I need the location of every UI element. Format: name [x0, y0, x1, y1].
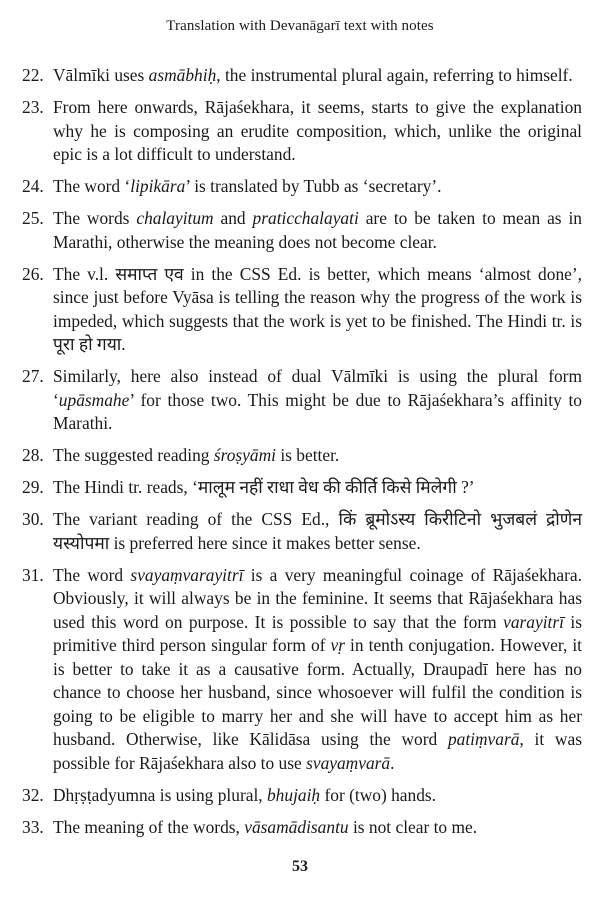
note-text-run: The word: [53, 564, 131, 585]
note-item: [22, 207, 582, 254]
note-text: [53, 97, 582, 164]
note-text-run: ’ is translated by Tubb as ‘secretary’.: [185, 176, 442, 196]
note-text-run: The meaning of the words,: [53, 816, 245, 837]
note-number: 27.: [22, 366, 44, 386]
note-text-run: ’ for those two. This might be due to Rājaśekhara’s affinity to Marathi.: [53, 389, 582, 433]
italic-term: svayaṃvarayitrī: [130, 564, 244, 585]
note-text: [53, 817, 477, 837]
note-item: [22, 816, 582, 840]
notes-list: [22, 64, 582, 848]
note-text-run: is not clear to me.: [348, 816, 478, 837]
note-text: [53, 565, 582, 773]
italic-term: bhujaiḥ: [266, 784, 321, 805]
note-text-run: The v.l. समाप्त एव in the CSS Ed. is better, which means ‘almost done’, since just before Vyāsa is telling the reason why the progress of the work is impeded, which suggests that the work is yet to be finished. The Hindi tr. is पूरा हो गया.: [53, 263, 582, 354]
note-text: [53, 445, 339, 465]
note-text-run: .: [390, 752, 395, 773]
note-text-run: in tenth conjugation. However, it is better to take it as a causative form. Actually, Draupadī here has no chance to choose her husband, since whosoever will fulfil the condition is going to be eligible to marry her and she will have to accept him as her husband. Otherwise, like Kālidāsa using the word: [53, 635, 583, 749]
note-number: 25.: [22, 208, 44, 228]
page-number: 53: [292, 858, 308, 875]
note-number: 26.: [22, 263, 44, 284]
note-text: [53, 785, 436, 805]
note-item: [22, 444, 582, 468]
note-text-run: The variant reading of the CSS Ed., किं ब्रूमोऽस्य किरीटिनो भुजबलं द्रोणेन यस्योपमा is preferred here since it makes better sense.: [53, 509, 582, 553]
note-number: 23.: [22, 97, 44, 117]
note-text: [53, 65, 573, 85]
note-text-run: The Hindi tr. reads, ‘मालूम नहीं राधा वेध की कीर्ति किसे मिलेगी ?’: [53, 477, 475, 497]
note-text-run: The words: [53, 208, 137, 228]
note-item: [22, 365, 582, 436]
italic-term: varayitrī: [503, 611, 564, 632]
note-text-run: , the instrumental plural again, referring to himself.: [216, 65, 573, 85]
note-text: [53, 264, 582, 355]
note-item: [22, 64, 582, 88]
note-text-run: are to be taken to mean as in Marathi, otherwise the meaning does not become clear.: [53, 208, 582, 252]
note-text-run: , it was possible for Rājaśekhara also to use: [53, 729, 582, 773]
note-text-run: The suggested reading: [53, 445, 214, 465]
note-text-run: From here onwards, Rājaśekhara, it seems, starts to give the explanation why he is composing an erudite composition, which, unlike the original epic is a lot difficult to understand.: [53, 97, 582, 164]
note-number: 22.: [22, 65, 44, 85]
note-text: [53, 366, 582, 433]
note-number: 30.: [22, 509, 44, 529]
italic-term: vāsamādisantu: [244, 816, 349, 837]
italic-term: asmābhiḥ: [148, 65, 217, 85]
note-text-run: is primitive third person singular form of: [53, 611, 583, 655]
note-number: 31.: [22, 564, 44, 585]
italic-term: svayaṃvarā: [306, 752, 391, 773]
note-number: 29.: [22, 477, 44, 497]
note-text: [53, 176, 441, 196]
note-item: [22, 508, 582, 555]
note-number: 32.: [22, 784, 44, 805]
italic-term: śroṣyāmi: [213, 445, 276, 465]
note-text-run: Vālmīki uses: [53, 65, 149, 85]
italic-term: praticchalayati: [252, 208, 359, 228]
note-item: [22, 263, 582, 357]
running-header: Translation with Devanāgarī text with notes: [166, 18, 434, 34]
italic-term: lipikāra: [130, 176, 186, 196]
italic-term: upāsmahe: [58, 389, 130, 410]
note-item: [22, 564, 582, 776]
note-text: [53, 477, 475, 497]
note-item: [22, 96, 582, 167]
note-text-run: for (two) hands.: [320, 784, 437, 805]
note-text-run: Similarly, here also instead of dual Vālmīki is using the plural form ‘: [53, 366, 582, 410]
note-text: [53, 208, 582, 252]
note-text-run: and: [213, 208, 253, 228]
note-text-run: is better.: [275, 445, 340, 465]
note-item: [22, 784, 582, 808]
note-number: 28.: [22, 445, 44, 465]
note-text-run: Dhṛṣṭadyumna is using plural,: [53, 784, 267, 805]
italic-term: vṛ: [330, 635, 346, 655]
note-text: [53, 509, 582, 553]
note-number: 24.: [22, 176, 44, 196]
note-item: [22, 476, 582, 500]
note-text-run: is a very meaningful coinage of Rājaśekhara. Obviously, it will always be in the feminine. It seems that Rājaśekhara has used this word on purpose. It is possible to say that the form: [53, 564, 582, 632]
note-item: [22, 175, 582, 199]
note-number: 33.: [22, 816, 44, 837]
italic-term: chalayitum: [136, 208, 214, 228]
note-text-run: The word ‘: [53, 176, 131, 196]
italic-term: patiṃvarā: [447, 729, 520, 749]
